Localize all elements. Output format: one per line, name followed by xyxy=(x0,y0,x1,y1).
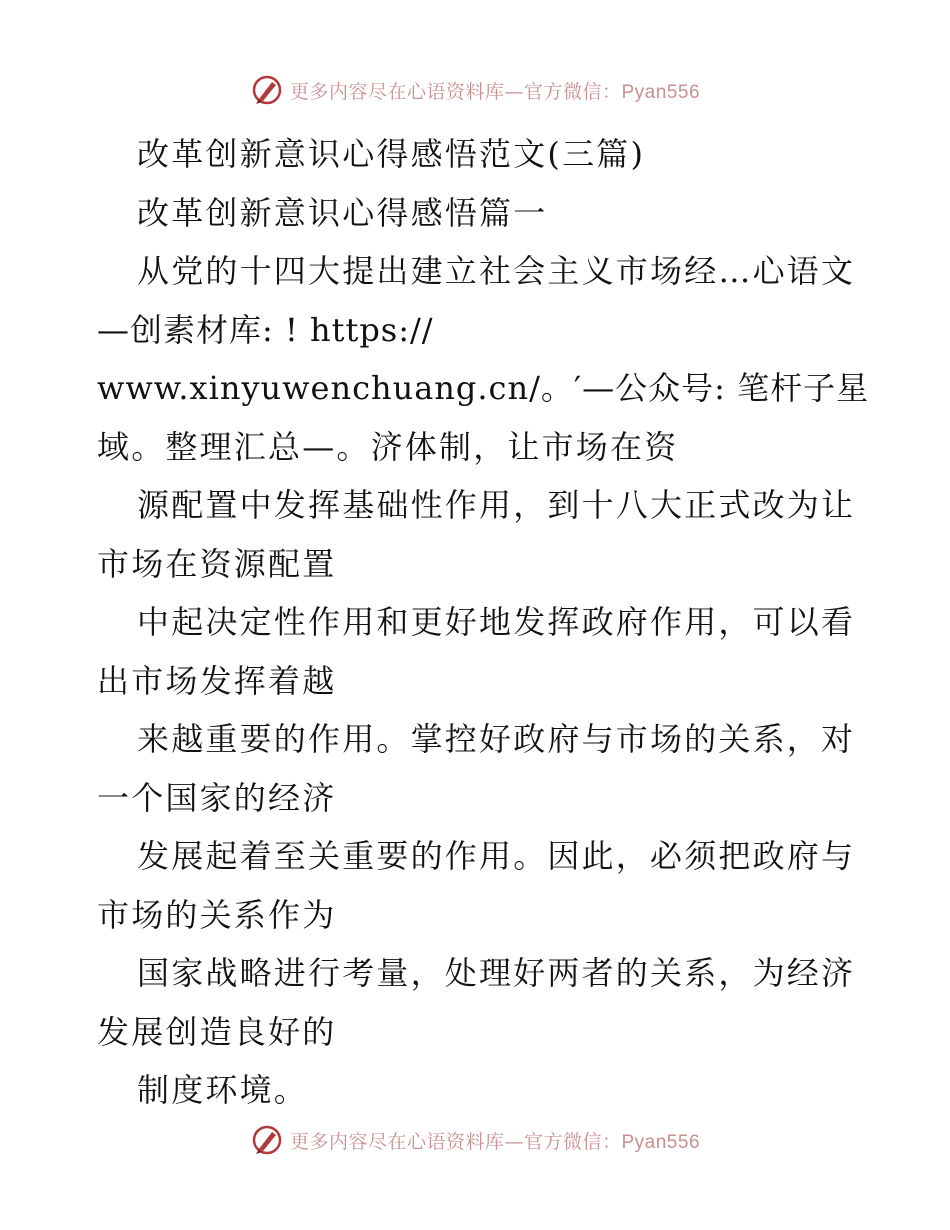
header-banner-text: 更多内容尽在心语资料库—官方微信：Pyan556 xyxy=(289,80,701,103)
footer-banner-text: 更多内容尽在心语资料库—官方微信：Pyan556 xyxy=(289,1130,701,1153)
footer-wechat-id: Pyan556 xyxy=(621,1131,701,1153)
paragraph-line: 域。整理汇总—。济体制，让市场在资 xyxy=(97,427,679,466)
document-body xyxy=(97,125,870,1120)
paragraph-line: 从党的十四大提出建立社会主义市场经…心语文 xyxy=(137,252,856,290)
footer-banner xyxy=(0,1120,950,1160)
paragraph-line: 出市场发挥着越 xyxy=(97,661,337,700)
paragraph-line: 中起决定性作用和更好地发挥政府作用，可以看 xyxy=(137,603,856,641)
doc-title: 改革创新意识心得感悟范文(三篇) xyxy=(137,135,646,173)
paragraph-line: www.xinyuwenchuang.cn/。′—公众号: 笔杆子星 xyxy=(97,369,870,407)
paragraph-line: 市场的关系作为 xyxy=(97,895,337,934)
paragraph-line: 发展创造良好的 xyxy=(97,1012,337,1051)
paragraph-line: 市场在资源配置 xyxy=(97,544,337,583)
pen-logo-icon xyxy=(250,1123,284,1157)
header-banner xyxy=(0,70,950,110)
section-heading: 改革创新意识心得感悟篇一 xyxy=(137,193,548,232)
header-wechat-id: Pyan556 xyxy=(621,81,701,103)
pen-logo-icon xyxy=(250,73,284,107)
paragraph-line: 国家战略进行考量，处理好两者的关系，为经济 xyxy=(137,954,856,992)
paragraph-line: 源配置中发挥基础性作用，到十八大正式改为让 xyxy=(137,486,856,524)
paragraph-line: —创素材库: ! https:// xyxy=(97,310,434,349)
paragraph-line: 一个国家的经济 xyxy=(97,778,337,817)
paragraph-line: 来越重要的作用。掌控好政府与市场的关系，对 xyxy=(137,720,856,758)
paragraph-line: 制度环境。 xyxy=(137,1071,309,1109)
paragraph-line: 发展起着至关重要的作用。因此，必须把政府与 xyxy=(137,837,856,875)
